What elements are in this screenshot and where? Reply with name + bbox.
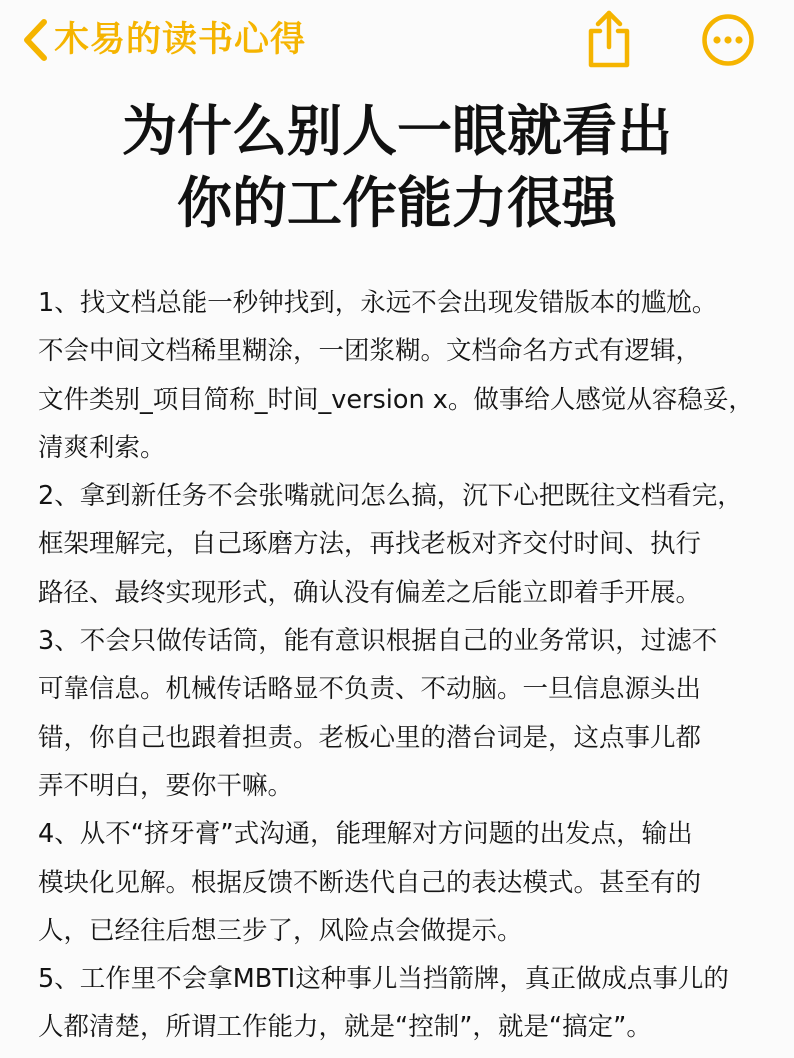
more-horizontal-icon bbox=[701, 13, 755, 67]
title-line-2: 你的工作能力很强 bbox=[176, 171, 617, 235]
body-line: 人都清楚，所谓工作能力，就是“控制”，就是“搞定”。 bbox=[38, 1012, 652, 1043]
chevron-left-icon bbox=[22, 18, 48, 62]
body-line: 人，已经往后想三步了，风险点会做提示。 bbox=[38, 915, 523, 946]
share-icon bbox=[583, 7, 635, 69]
body-line: 路径、最终实现形式，确认没有偏差之后能立即着手开展。 bbox=[38, 577, 702, 608]
body-line: 5、工作里不会拿MBTI这种事儿当挡箭牌，真正做成点事儿的 bbox=[38, 964, 729, 995]
body-line: 3、不会只做传话筒，能有意识根据自己的业务常识，过滤不 bbox=[38, 626, 718, 657]
body-line: 框架理解完，自己琢磨方法，再找老板对齐交付时间、执行 bbox=[38, 529, 702, 560]
nav-title: 木易的读书心得 bbox=[54, 19, 307, 60]
body-line: 4、从不“挤牙膏”式沟通，能理解对方问题的出发点，输出 bbox=[38, 819, 693, 850]
body-line: 2、拿到新任务不会张嘴就问怎么搞，沉下心把既往文档看完， bbox=[38, 481, 743, 512]
body-line: 文件类别_项目简称_时间_version x。做事给人感觉从容稳妥， bbox=[38, 384, 754, 415]
body-line: 弄不明白，要你干嘛。 bbox=[38, 770, 294, 801]
body-line: 1、找文档总能一秒钟找到，永远不会出现发错版本的尴尬。 bbox=[38, 288, 718, 318]
page-title bbox=[0, 95, 794, 239]
title-line-1: 为什么别人一眼就看出 bbox=[121, 99, 672, 163]
body-line: 不会中间文档稀里糊涂，一团浆糊。文档命名方式有逻辑， bbox=[38, 336, 702, 367]
article-body bbox=[38, 279, 778, 1052]
body-line: 清爽利索。 bbox=[38, 432, 166, 463]
nav-bar bbox=[0, 0, 794, 80]
back-button[interactable] bbox=[22, 12, 306, 68]
share-button[interactable] bbox=[583, 7, 635, 69]
body-line: 错，你自己也跟着担责。老板心里的潜台词是，这点事儿都 bbox=[38, 722, 702, 753]
body-line: 可靠信息。机械传话略显不负责、不动脑。一旦信息源头出 bbox=[38, 674, 702, 705]
more-button[interactable] bbox=[701, 13, 755, 67]
body-line: 模块化见解。根据反馈不断迭代自己的表达模式。甚至有的 bbox=[38, 867, 702, 898]
